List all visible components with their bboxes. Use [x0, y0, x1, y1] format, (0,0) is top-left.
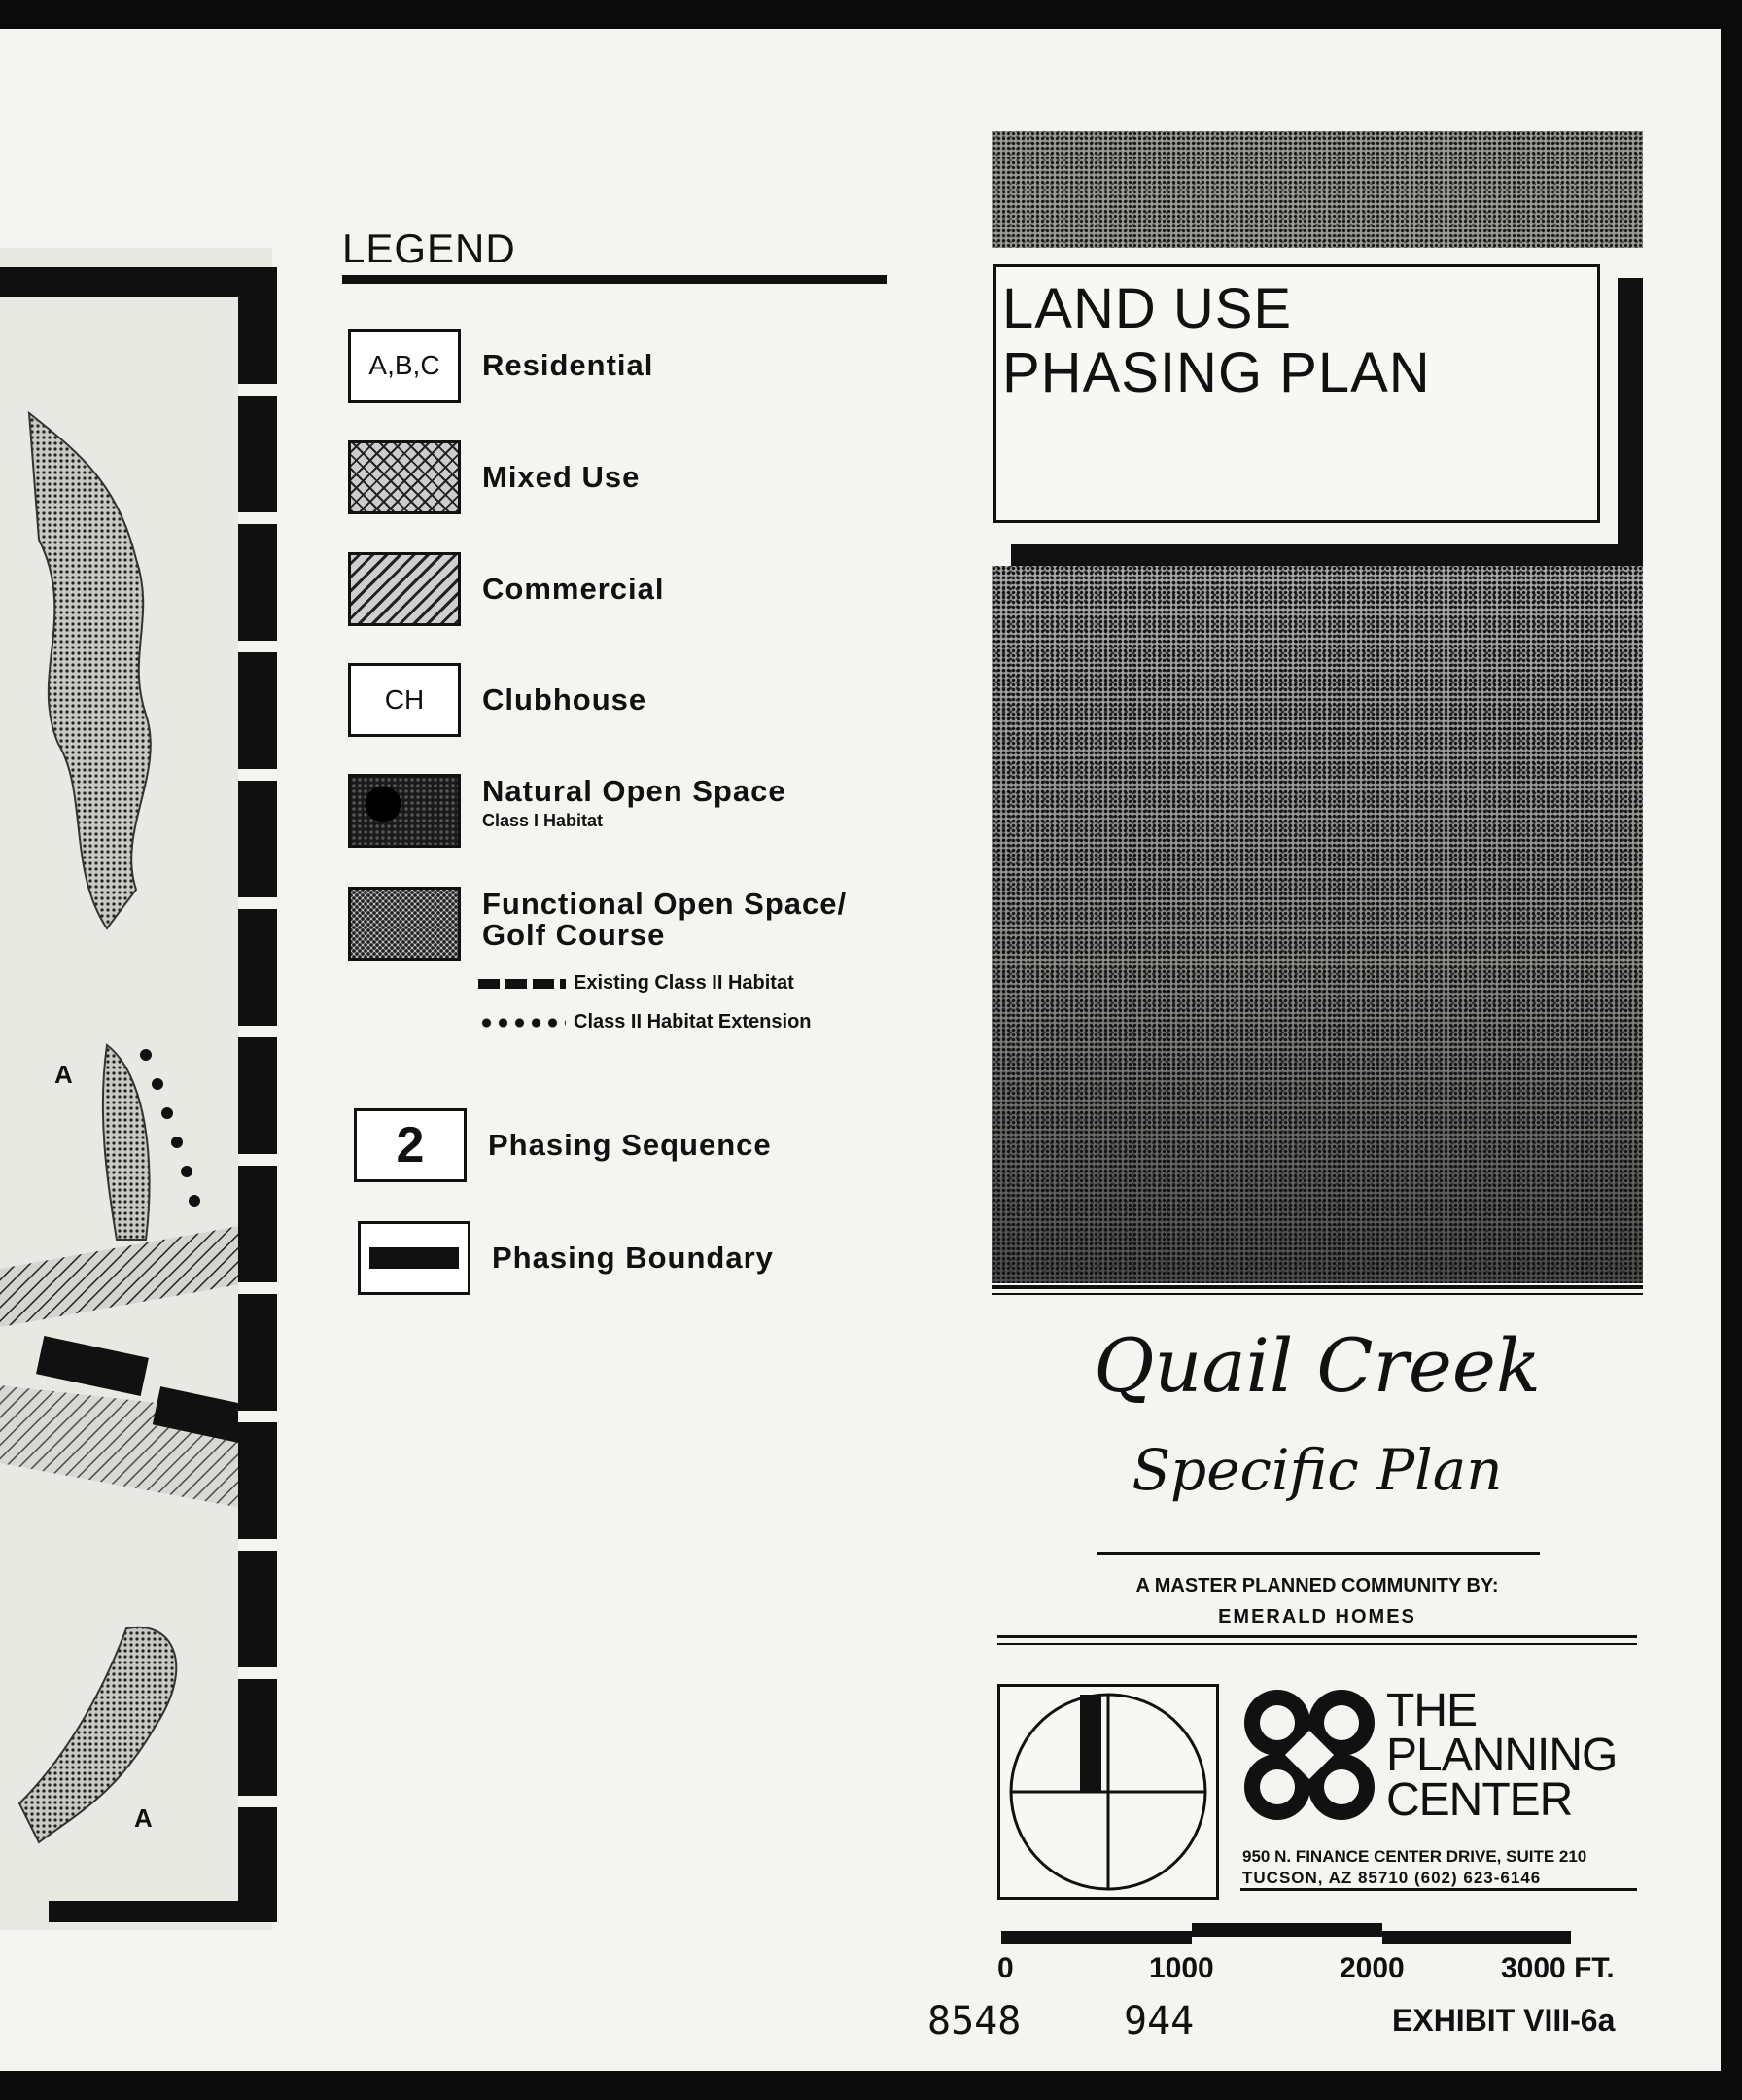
legend-item-functional-open-space: [348, 887, 892, 964]
scale-label: 2000: [1340, 1952, 1405, 1984]
firm-address: TUCSON, AZ 85710 (602) 623-6146: [1242, 1869, 1542, 1887]
title-line-2: PHASING PLAN: [1002, 341, 1431, 404]
document-number: 8548: [927, 1999, 1022, 2044]
divider: [997, 1643, 1637, 1645]
map-frame-border: [49, 1901, 277, 1922]
firm-name-line: CENTER: [1386, 1774, 1573, 1826]
divider: [1240, 1888, 1637, 1891]
legend-item-clubhouse: [348, 663, 892, 741]
scale-segment: [1382, 1931, 1571, 1944]
title-box-shadow: [1618, 278, 1643, 550]
legend-habitat-extension: Class II Habitat Extension: [478, 1011, 812, 1033]
project-subtitle: Specific Plan: [1132, 1437, 1503, 1503]
legend-item-natural-open-space: [348, 774, 892, 852]
legend-label: Phasing Boundary: [492, 1241, 774, 1275]
developer-name: EMERALD HOMES: [1218, 1606, 1416, 1628]
title-box: [993, 264, 1600, 523]
clubhouse-swatch: CH: [348, 663, 461, 737]
map-zone-label: A: [134, 1803, 153, 1833]
firm-name-line: THE: [1386, 1685, 1477, 1736]
site-map-fragment: [0, 248, 272, 1930]
legend-existing-habitat: Existing Class II Habitat: [478, 972, 794, 995]
legend-rule: [342, 275, 887, 284]
legend-label: Natural Open Space: [482, 774, 786, 808]
legend-item-phasing-boundary: [358, 1221, 902, 1299]
title-texture-band: [992, 131, 1643, 248]
legend-item-residential: [348, 329, 892, 406]
divider: [1097, 1552, 1540, 1555]
map-frame-border: [238, 267, 277, 1910]
functional-open-space-swatch: [348, 887, 461, 961]
divider: [992, 1293, 1643, 1295]
scale-label: 0: [997, 1952, 1014, 1984]
legend-item-mixed-use: [348, 440, 892, 518]
mixed-use-swatch: [348, 440, 461, 514]
title-box-shadow: [1011, 544, 1643, 566]
legend-label: Golf Course: [482, 918, 666, 952]
scale-bar: [1001, 1923, 1571, 1946]
divider: [992, 1285, 1643, 1289]
phasing-sequence-swatch: 2: [354, 1108, 467, 1182]
scale-label: 3000 FT.: [1501, 1952, 1615, 1984]
residential-swatch: A,B,C: [348, 329, 461, 402]
scale-label: 1000: [1149, 1952, 1214, 1984]
phasing-boundary-swatch: [358, 1221, 470, 1295]
site-map-drawing: [0, 248, 272, 1930]
scale-segment: [1001, 1931, 1192, 1944]
legend-label: Mixed Use: [482, 460, 641, 494]
dot-line-icon: [478, 1018, 566, 1028]
north-arrow-icon: [1000, 1687, 1216, 1897]
scale-segment: [1192, 1923, 1382, 1937]
map-zone-label: A: [54, 1060, 73, 1089]
legend-item-commercial: [348, 552, 892, 630]
commercial-swatch: [348, 552, 461, 626]
aerial-photo: [992, 566, 1643, 1283]
dash-line-icon: [478, 979, 566, 989]
legend-label: Commercial: [482, 572, 665, 606]
firm-address: 950 N. FINANCE CENTER DRIVE, SUITE 210: [1242, 1847, 1587, 1866]
divider: [997, 1635, 1637, 1638]
map-frame-border: [0, 267, 277, 297]
exhibit-label: EXHIBIT VIII-6a: [1392, 2003, 1616, 2038]
firm-name-line: PLANNING: [1386, 1730, 1618, 1781]
legend-item-phasing-sequence: [354, 1108, 898, 1186]
legend-label: Phasing Sequence: [488, 1128, 772, 1162]
legend-sublabel: Class I Habitat: [482, 811, 604, 830]
document-number: 944: [1124, 1999, 1195, 2044]
legend-label: Residential: [482, 348, 654, 382]
title-line-1: LAND USE: [1002, 277, 1293, 340]
legend-label: Functional Open Space/: [482, 887, 848, 921]
planning-center-logo-icon: [1237, 1682, 1382, 1828]
legend-title: LEGEND: [342, 226, 516, 271]
master-planned-text: A MASTER PLANNED COMMUNITY BY:: [1135, 1575, 1499, 1596]
north-arrow-symbol: [997, 1684, 1219, 1900]
project-name: Quail Creek: [1094, 1322, 1541, 1409]
legend-label: Clubhouse: [482, 682, 647, 717]
natural-open-space-swatch: [348, 774, 461, 848]
